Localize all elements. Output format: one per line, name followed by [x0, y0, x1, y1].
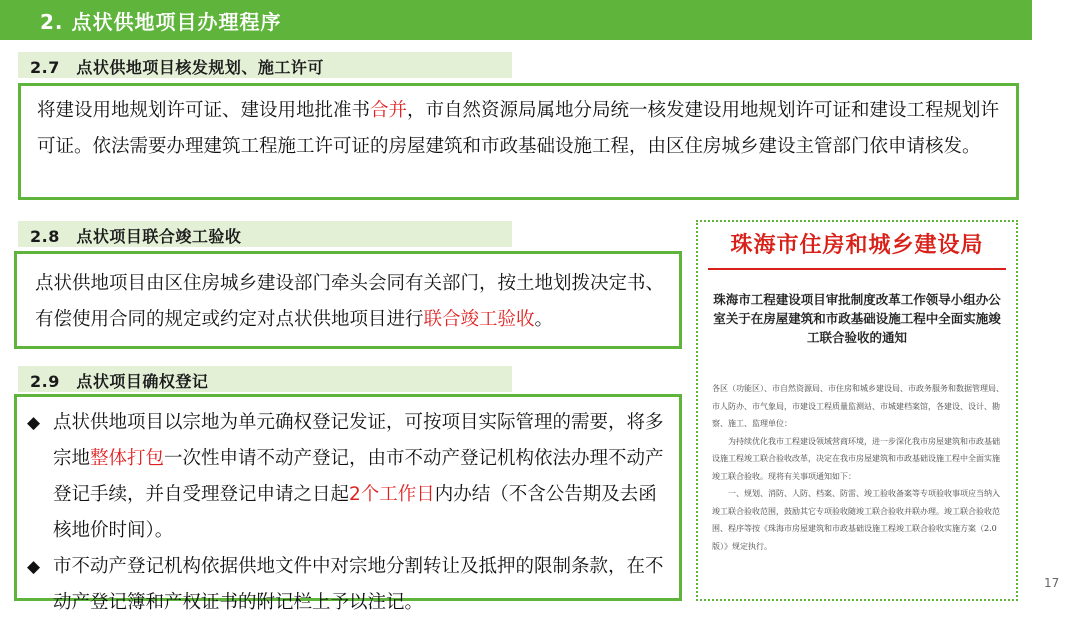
section-text: 将建设用地规划许可证、建设用地批准书合并，市自然资源局属地分局统一核发建设用地规划许可证和建设工程规划许可证。依法需要办理建筑工程施工许可证的房屋建筑和市政基础设施工程，由区住房城乡建设主管部门依申请核发。 — [37, 100, 1000, 157]
highlight-text: 整体打包 — [90, 448, 165, 469]
document-paragraph: 为持续优化我市工程建设领域营商环境，进一步深化我市房屋建筑和市政基础设施工程竣工联合验收改革，决定在我市房屋建筑和市政基础设施工程中全面实施竣工联合验收。现将有关事项通知如下： — [712, 436, 1000, 481]
document-title: 珠海市工程建设项目审批制度改革工作领导小组办公室关于在房屋建筑和市政基础设施工程中全面实施竣工联合验收的通知 — [713, 292, 1001, 345]
highlight-text: 合并 — [370, 100, 408, 121]
section-box-2-9 — [14, 394, 682, 613]
title-bar — [0, 0, 1032, 40]
section-heading-label: 2.8 点状项目联合竣工验收 — [30, 227, 242, 246]
bullet-item: ◆ 点状供地项目以宗地为单元确权登记发证，可按项目实际管理的需要，将多宗地整体打包一次性申请不动产登记，由市不动产登记机构依法办理不动产登记手续，并自受理登记申请之日起2个工作日内办结（不含公告期及去函核地价时间）。 — [27, 405, 669, 549]
section-heading-label: 2.7 点状供地项目核发规划、施工许可 — [30, 58, 324, 77]
diamond-bullet-icon: ◆ — [27, 557, 41, 577]
document-issuer: 珠海市住房和城乡建设局 — [730, 232, 984, 258]
bullet-item: ◆ 市不动产登记机构依据供地文件中对宗地分割转让及抵押的限制条款，在不动产登记簿和产权证书的附记栏上予以注记。 — [27, 549, 669, 621]
notice-document-image — [696, 220, 1018, 601]
red-divider — [708, 268, 1006, 270]
page-number: 17 — [1044, 576, 1060, 590]
document-paragraph: 一、规划、消防、人防、档案、防雷、竣工验收备案等专项验收事项应当纳入竣工联合验收范围，鼓励其它专项验收随竣工联合验收并联办理。竣工联合验收范围、程序等按《珠海市房屋建筑和市政基础设施工程竣工联合验收实施方案（2.0版）》规定执行。 — [712, 489, 1000, 551]
document-body — [712, 380, 1004, 555]
section-box-2-7 — [18, 83, 1019, 200]
section-box-2-8 — [14, 251, 682, 349]
document-recipients: 各区（功能区）、市自然资源局、市住房和城乡建设局、市政务服务和数据管理局、市人防办、市气象局，市建设工程质量监测站、市城建档案馆，各建设、设计、勘察、施工、监理单位： — [712, 384, 1004, 428]
highlight-text: 2个工作日 — [349, 484, 435, 505]
section-heading-2-7 — [18, 52, 512, 78]
page-title: 2. 点状供地项目办理程序 — [40, 10, 282, 34]
section-text: 点状供地项目由区住房城乡建设部门牵头会同有关部门，按土地划拨决定书、有偿使用合同的规定或约定对点状供地项目进行联合竣工验收。 — [35, 273, 665, 330]
diamond-bullet-icon: ◆ — [27, 413, 41, 433]
section-heading-2-8 — [18, 221, 512, 247]
section-heading-2-9 — [18, 366, 512, 392]
section-heading-label: 2.9 点状项目确权登记 — [30, 372, 209, 391]
highlight-text: 联合竣工验收 — [423, 309, 535, 330]
